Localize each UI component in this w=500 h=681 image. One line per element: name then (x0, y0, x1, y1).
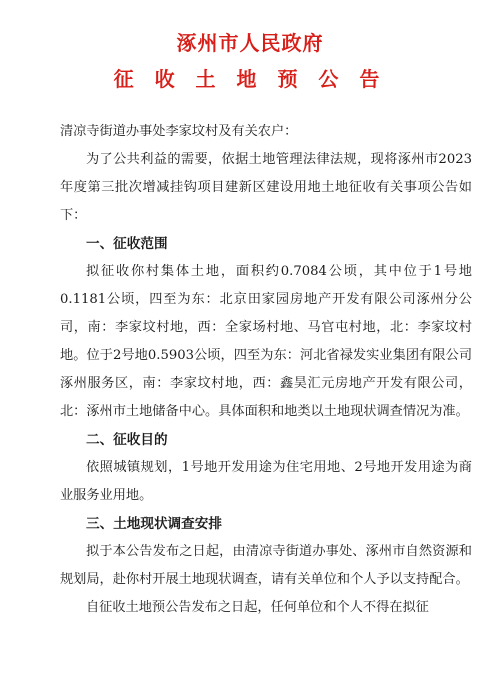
notice-header (0, 0, 500, 92)
closing-paragraph: 自征收土地预公告发布之日起，任何单位和个人不得在拟征 (86, 600, 429, 615)
section-text-scope: 拟征收你村集体土地，面积约0.7084公顷，其中位于1号地0.1181公顷，四至为东：北京田家园房地产开发有限公司涿州分公司，南：李家坟村地，西：全家场村地、马官屯村地，北：李家坟村地。位于2号地0.5903公顷，四至为东：河北省禄发实业集团有限公司涿州服务区，南：李家坟村地，西：鑫昊汇元房地产开发有限公司，北：涿州市土地储备中心。具体面积和地类以土地现状调查情况为准。 (60, 264, 472, 419)
intro-paragraph: 为了公共利益的需要，依据土地管理法律法规，现将涿州市2023年度第三批次增减挂钩项目建新区建设用地土地征收有关事项公告如下： (60, 152, 472, 223)
section-text-survey: 拟于本公告发布之日起，由清凉寺街道办事处、涿州市自然资源和规划局，赴你村开展土地现状调查，请有关单位和个人予以支持配合。 (60, 544, 472, 587)
notice-title: 征 收 土 地 预 公 告 (113, 67, 387, 91)
issuing-authority: 涿州市人民政府 (176, 31, 324, 55)
section-text-purpose: 依照城镇规划，1号地开发用途为住宅用地、2号地开发用途为商业服务业用地。 (60, 460, 472, 503)
section-heading-survey: 三、土地现状调查安排 (86, 516, 222, 532)
section-heading-scope: 一、征收范围 (86, 236, 168, 252)
notice-body (60, 118, 472, 622)
section-heading-purpose: 二、征收目的 (86, 432, 168, 448)
salutation: 清凉寺街道办事处李家坟村及有关农户： (60, 124, 298, 139)
